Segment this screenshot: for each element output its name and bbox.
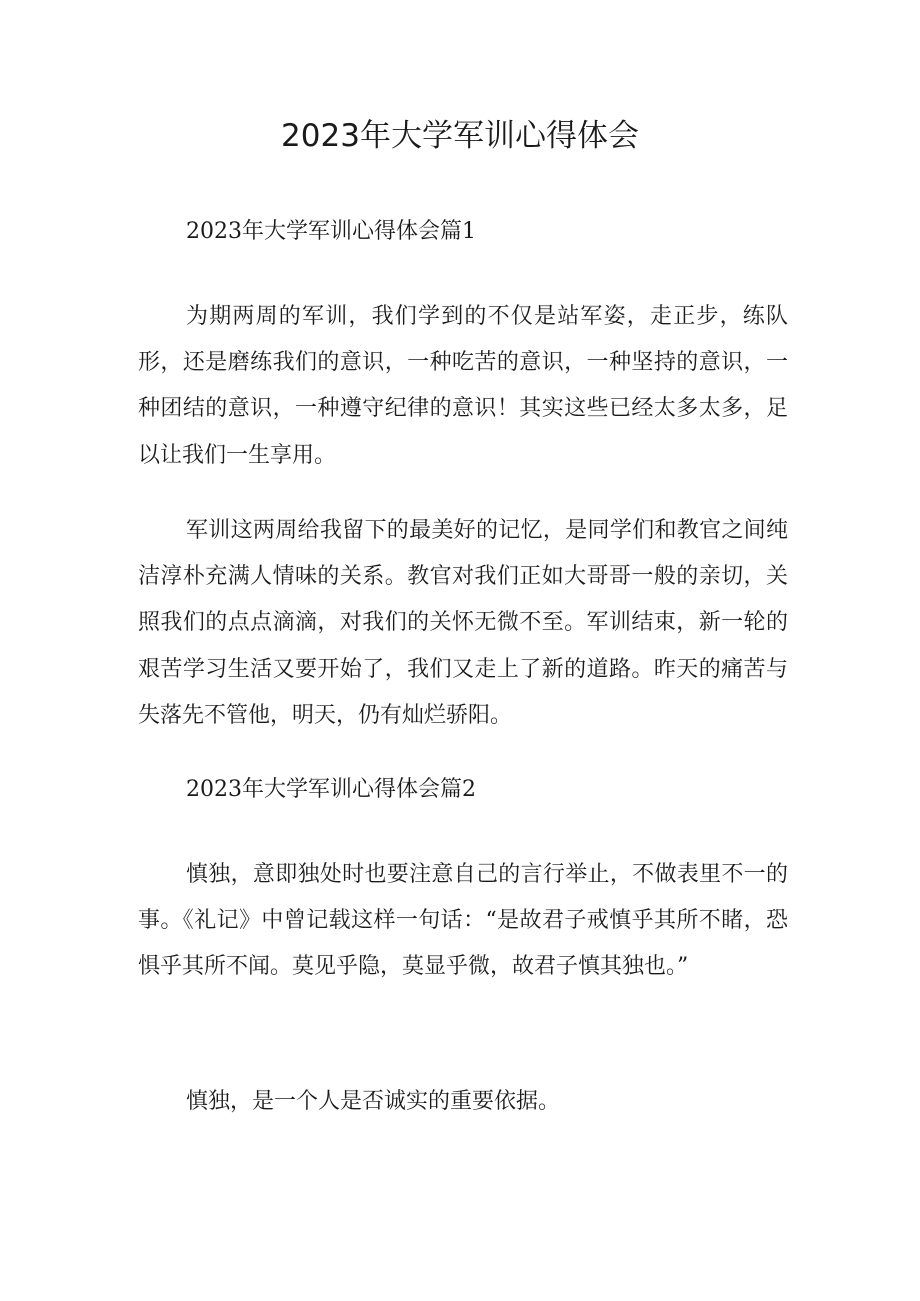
section-heading-2: 2023年大学军训心得体会篇2 [186,777,476,802]
paragraph-1-2: 军训这两周给我留下的最美好的记忆，是同学们和教官之间纯洁淳朴充满人情味的关系。教官对我们正如大哥哥一般的亲切，关照我们的点点滴滴，对我们的关怀无微不至。军训结束，新一轮的艰苦学习生活又要开始了，我们又走上了新的道路。昨天的痛苦与失落先不管他，明天，仍有灿烂骄阳。 [138,518,788,728]
paragraph-2-1: 慎独，意即独处时也要注意自己的言行举止，不做表里不一的事。《礼记》中曾记载这样一句话：“是故君子戒慎乎其所不睹，恐惧乎其所不闻。莫见乎隐，莫显乎微，故君子慎其独也。” [138,862,788,980]
document-title: 2023年大学军训心得体会 [281,118,639,154]
section-heading-1: 2023年大学军训心得体会篇1 [186,219,476,244]
paragraph-1-1: 为期两周的军训，我们学到的不仅是站军姿，走正步，练队形，还是磨练我们的意识，一种吃苦的意识，一种坚持的意识，一种团结的意识，一种遵守纪律的意识！其实这些已经太多太多，足以让我们一生享用。 [138,304,788,468]
paragraph-2-2: 慎独，是一个人是否诚实的重要依据。 [186,1089,561,1114]
